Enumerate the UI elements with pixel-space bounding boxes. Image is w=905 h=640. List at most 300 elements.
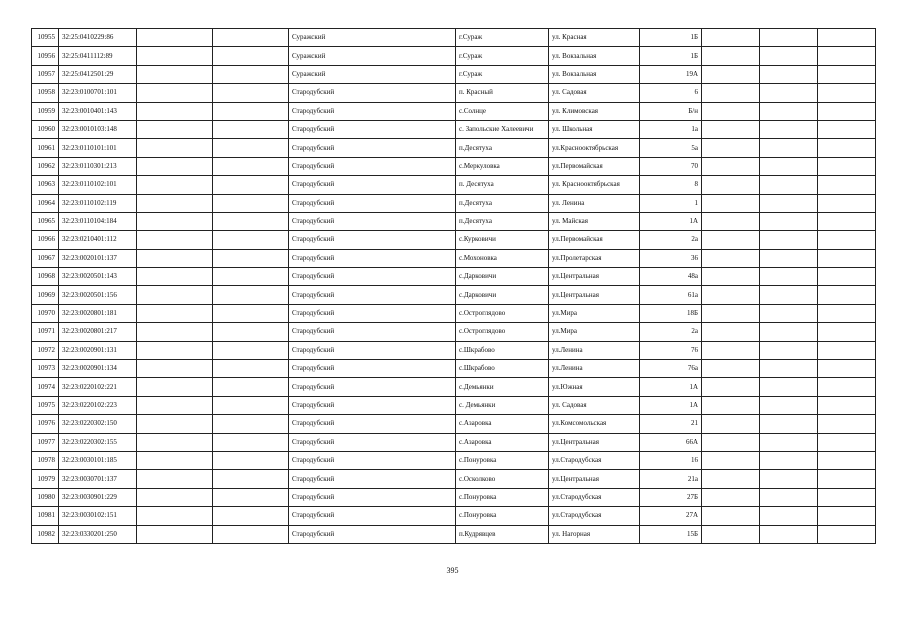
empty-cell — [760, 231, 818, 249]
table-row — [32, 212, 876, 230]
cadastral-number-cell: 32:23:0030101:185 — [59, 451, 137, 469]
cadastral-number-cell: 32:23:0020801:181 — [59, 304, 137, 322]
empty-cell — [213, 157, 289, 175]
empty-cell — [760, 212, 818, 230]
empty-cell — [213, 84, 289, 102]
street-cell: ул. Красноoктябрьская — [549, 176, 640, 194]
house-number-cell: 2а — [640, 323, 702, 341]
street-cell: ул.Стародубская — [549, 488, 640, 506]
district-cell: Суражский — [289, 29, 456, 47]
empty-cell — [213, 212, 289, 230]
empty-cell — [702, 525, 760, 543]
empty-cell — [702, 249, 760, 267]
empty-cell — [760, 29, 818, 47]
street-cell: ул.Центральная — [549, 433, 640, 451]
cadastral-number-cell: 32:23:0220302:150 — [59, 415, 137, 433]
street-cell: ул. Красная — [549, 29, 640, 47]
empty-cell — [213, 488, 289, 506]
empty-cell — [213, 176, 289, 194]
empty-cell — [702, 341, 760, 359]
street-cell: ул.Стародубская — [549, 507, 640, 525]
empty-cell — [818, 212, 876, 230]
empty-cell — [760, 304, 818, 322]
locality-cell: с.Шкрабово — [456, 341, 549, 359]
empty-cell — [213, 65, 289, 83]
street-cell: ул.Первомайская — [549, 231, 640, 249]
street-cell: ул.Ленина — [549, 360, 640, 378]
district-cell: Стародубский — [289, 525, 456, 543]
empty-cell — [137, 102, 213, 120]
row-number-cell: 10965 — [32, 212, 59, 230]
house-number-cell: 2а — [640, 231, 702, 249]
cadastral-number-cell: 32:23:0030102:151 — [59, 507, 137, 525]
empty-cell — [702, 176, 760, 194]
empty-cell — [137, 488, 213, 506]
empty-cell — [818, 47, 876, 65]
empty-cell — [818, 102, 876, 120]
row-number-cell: 10962 — [32, 157, 59, 175]
empty-cell — [137, 507, 213, 525]
house-number-cell: 21 — [640, 415, 702, 433]
row-number-cell: 10958 — [32, 84, 59, 102]
locality-cell: с.Остроглядово — [456, 304, 549, 322]
house-number-cell: 70 — [640, 157, 702, 175]
empty-cell — [818, 415, 876, 433]
cadastral-number-cell: 32:23:0020101:137 — [59, 249, 137, 267]
empty-cell — [702, 360, 760, 378]
locality-cell: с.Азаровка — [456, 415, 549, 433]
empty-cell — [702, 139, 760, 157]
empty-cell — [760, 84, 818, 102]
district-cell: Стародубский — [289, 415, 456, 433]
registry-table — [31, 28, 876, 544]
cadastral-number-cell: 32:23:0110101:101 — [59, 139, 137, 157]
table-row — [32, 360, 876, 378]
district-cell: Стародубский — [289, 249, 456, 267]
locality-cell: с.Остроглядово — [456, 323, 549, 341]
house-number-cell: 48а — [640, 268, 702, 286]
empty-cell — [702, 323, 760, 341]
street-cell: ул. Вокзальная — [549, 65, 640, 83]
row-number-cell: 10973 — [32, 360, 59, 378]
empty-cell — [818, 451, 876, 469]
cadastral-number-cell: 32:23:0020901:131 — [59, 341, 137, 359]
empty-cell — [760, 488, 818, 506]
table-row — [32, 304, 876, 322]
empty-cell — [213, 415, 289, 433]
locality-cell: г.Сураж — [456, 65, 549, 83]
registry-table-body — [32, 29, 876, 544]
locality-cell: с.Осколково — [456, 470, 549, 488]
table-row — [32, 84, 876, 102]
locality-cell: п. Десятуха — [456, 176, 549, 194]
district-cell: Стародубский — [289, 139, 456, 157]
district-cell: Стародубский — [289, 84, 456, 102]
empty-cell — [137, 360, 213, 378]
locality-cell: с.Дарковичи — [456, 268, 549, 286]
empty-cell — [760, 378, 818, 396]
page-number: 395 — [446, 566, 459, 575]
street-cell: ул.Мира — [549, 323, 640, 341]
district-cell: Стародубский — [289, 507, 456, 525]
row-number-cell: 10980 — [32, 488, 59, 506]
cadastral-number-cell: 32:23:0030701:137 — [59, 470, 137, 488]
empty-cell — [137, 176, 213, 194]
empty-cell — [213, 507, 289, 525]
street-cell: ул.Стародубская — [549, 451, 640, 469]
row-number-cell: 10966 — [32, 231, 59, 249]
empty-cell — [818, 157, 876, 175]
empty-cell — [213, 341, 289, 359]
locality-cell: г.Сураж — [456, 29, 549, 47]
empty-cell — [137, 304, 213, 322]
street-cell: ул. Ленина — [549, 194, 640, 212]
cadastral-number-cell: 32:23:0100701:101 — [59, 84, 137, 102]
row-number-cell: 10970 — [32, 304, 59, 322]
house-number-cell: 19А — [640, 65, 702, 83]
empty-cell — [818, 323, 876, 341]
empty-cell — [702, 29, 760, 47]
house-number-cell: 1Б — [640, 47, 702, 65]
empty-cell — [818, 84, 876, 102]
table-row — [32, 268, 876, 286]
empty-cell — [137, 231, 213, 249]
empty-cell — [818, 304, 876, 322]
empty-cell — [760, 286, 818, 304]
district-cell: Стародубский — [289, 231, 456, 249]
empty-cell — [702, 488, 760, 506]
empty-cell — [760, 433, 818, 451]
street-cell: ул.Центральная — [549, 470, 640, 488]
empty-cell — [760, 341, 818, 359]
cadastral-number-cell: 32:23:0110301:213 — [59, 157, 137, 175]
locality-cell: с. Демьянки — [456, 396, 549, 414]
cadastral-number-cell: 32:23:0220302:155 — [59, 433, 137, 451]
empty-cell — [213, 120, 289, 138]
empty-cell — [137, 120, 213, 138]
locality-cell: с.Меркуловка — [456, 157, 549, 175]
cadastral-number-cell: 32:23:0220102:223 — [59, 396, 137, 414]
district-cell: Стародубский — [289, 323, 456, 341]
locality-cell: с.Дарковичи — [456, 286, 549, 304]
locality-cell: с. Запольские Халеевичи — [456, 120, 549, 138]
empty-cell — [213, 525, 289, 543]
table-row — [32, 47, 876, 65]
empty-cell — [137, 139, 213, 157]
empty-cell — [702, 47, 760, 65]
cadastral-number-cell: 32:25:0411112:89 — [59, 47, 137, 65]
district-cell: Стародубский — [289, 470, 456, 488]
empty-cell — [760, 120, 818, 138]
table-row — [32, 451, 876, 469]
empty-cell — [137, 341, 213, 359]
house-number-cell: Б/н — [640, 102, 702, 120]
house-number-cell: 21а — [640, 470, 702, 488]
table-row — [32, 415, 876, 433]
empty-cell — [818, 249, 876, 267]
district-cell: Стародубский — [289, 212, 456, 230]
row-number-cell: 10978 — [32, 451, 59, 469]
locality-cell: с.Азаровка — [456, 433, 549, 451]
district-cell: Стародубский — [289, 360, 456, 378]
house-number-cell: 36 — [640, 249, 702, 267]
table-row — [32, 396, 876, 414]
empty-cell — [760, 415, 818, 433]
row-number-cell: 10971 — [32, 323, 59, 341]
locality-cell: п.Десятуха — [456, 139, 549, 157]
cadastral-number-cell: 32:23:0020501:143 — [59, 268, 137, 286]
row-number-cell: 10981 — [32, 507, 59, 525]
cadastral-number-cell: 32:23:0220102:221 — [59, 378, 137, 396]
locality-cell: с.Курковичи — [456, 231, 549, 249]
row-number-cell: 10967 — [32, 249, 59, 267]
cadastral-number-cell: 32:23:0030901:229 — [59, 488, 137, 506]
empty-cell — [760, 360, 818, 378]
empty-cell — [137, 470, 213, 488]
empty-cell — [213, 47, 289, 65]
empty-cell — [137, 268, 213, 286]
empty-cell — [818, 120, 876, 138]
empty-cell — [213, 231, 289, 249]
house-number-cell: 16 — [640, 451, 702, 469]
table-row — [32, 470, 876, 488]
empty-cell — [702, 507, 760, 525]
house-number-cell: 1А — [640, 212, 702, 230]
table-row — [32, 139, 876, 157]
empty-cell — [702, 470, 760, 488]
table-row — [32, 102, 876, 120]
table-row — [32, 341, 876, 359]
row-number-cell: 10975 — [32, 396, 59, 414]
empty-cell — [760, 396, 818, 414]
street-cell: ул. Школьная — [549, 120, 640, 138]
empty-cell — [213, 139, 289, 157]
empty-cell — [760, 47, 818, 65]
row-number-cell: 10955 — [32, 29, 59, 47]
street-cell: ул. Климовская — [549, 102, 640, 120]
cadastral-number-cell: 32:23:0020901:134 — [59, 360, 137, 378]
street-cell: ул.Комсомольская — [549, 415, 640, 433]
district-cell: Стародубский — [289, 286, 456, 304]
empty-cell — [702, 396, 760, 414]
table-row — [32, 65, 876, 83]
empty-cell — [760, 65, 818, 83]
locality-cell: с.Солнце — [456, 102, 549, 120]
empty-cell — [760, 194, 818, 212]
empty-cell — [760, 525, 818, 543]
empty-cell — [702, 268, 760, 286]
cadastral-number-cell: 32:23:0010401:143 — [59, 102, 137, 120]
empty-cell — [818, 488, 876, 506]
table-row — [32, 231, 876, 249]
house-number-cell: 66А — [640, 433, 702, 451]
street-cell: ул.Центральная — [549, 268, 640, 286]
locality-cell: с.Понуровка — [456, 507, 549, 525]
locality-cell: с.Демьянки — [456, 378, 549, 396]
district-cell: Стародубский — [289, 378, 456, 396]
street-cell: ул.Пролетарская — [549, 249, 640, 267]
empty-cell — [702, 433, 760, 451]
street-cell: ул.Первомайская — [549, 157, 640, 175]
empty-cell — [137, 249, 213, 267]
row-number-cell: 10963 — [32, 176, 59, 194]
table-row — [32, 433, 876, 451]
house-number-cell: 76а — [640, 360, 702, 378]
empty-cell — [137, 396, 213, 414]
empty-cell — [702, 304, 760, 322]
cadastral-number-cell: 32:23:0110102:119 — [59, 194, 137, 212]
street-cell: ул.Мира — [549, 304, 640, 322]
empty-cell — [137, 323, 213, 341]
house-number-cell: 1А — [640, 378, 702, 396]
row-number-cell: 10979 — [32, 470, 59, 488]
empty-cell — [137, 525, 213, 543]
empty-cell — [818, 231, 876, 249]
empty-cell — [818, 360, 876, 378]
empty-cell — [137, 378, 213, 396]
house-number-cell: 1 — [640, 194, 702, 212]
empty-cell — [702, 378, 760, 396]
empty-cell — [702, 415, 760, 433]
district-cell: Стародубский — [289, 176, 456, 194]
house-number-cell: 27Б — [640, 488, 702, 506]
locality-cell: п. Красный — [456, 84, 549, 102]
empty-cell — [818, 433, 876, 451]
house-number-cell: 1Б — [640, 29, 702, 47]
empty-cell — [137, 451, 213, 469]
cadastral-number-cell: 32:23:0020501:156 — [59, 286, 137, 304]
district-cell: Стародубский — [289, 488, 456, 506]
cadastral-number-cell: 32:23:0210401:112 — [59, 231, 137, 249]
empty-cell — [137, 47, 213, 65]
cadastral-number-cell: 32:23:0110102:101 — [59, 176, 137, 194]
locality-cell: г.Сураж — [456, 47, 549, 65]
row-number-cell: 10957 — [32, 65, 59, 83]
house-number-cell: 18Б — [640, 304, 702, 322]
empty-cell — [760, 507, 818, 525]
empty-cell — [818, 286, 876, 304]
locality-cell: п.Кудрявцев — [456, 525, 549, 543]
house-number-cell: 27А — [640, 507, 702, 525]
locality-cell: с.Шкрабово — [456, 360, 549, 378]
empty-cell — [818, 194, 876, 212]
empty-cell — [760, 176, 818, 194]
district-cell: Стародубский — [289, 341, 456, 359]
empty-cell — [137, 433, 213, 451]
empty-cell — [213, 249, 289, 267]
empty-cell — [760, 323, 818, 341]
table-row — [32, 194, 876, 212]
house-number-cell: 61а — [640, 286, 702, 304]
empty-cell — [818, 29, 876, 47]
empty-cell — [760, 268, 818, 286]
empty-cell — [213, 102, 289, 120]
district-cell: Стародубский — [289, 157, 456, 175]
locality-cell: с.Понуровка — [456, 451, 549, 469]
street-cell: ул. Садовая — [549, 84, 640, 102]
cadastral-number-cell: 32:23:0330201:250 — [59, 525, 137, 543]
empty-cell — [818, 176, 876, 194]
house-number-cell: 5а — [640, 139, 702, 157]
row-number-cell: 10976 — [32, 415, 59, 433]
street-cell: ул.Красноoктябрьская — [549, 139, 640, 157]
cadastral-number-cell: 32:23:0020801:217 — [59, 323, 137, 341]
street-cell: ул.Южная — [549, 378, 640, 396]
empty-cell — [213, 304, 289, 322]
empty-cell — [213, 29, 289, 47]
empty-cell — [137, 415, 213, 433]
district-cell: Стародубский — [289, 433, 456, 451]
district-cell: Суражский — [289, 65, 456, 83]
empty-cell — [213, 286, 289, 304]
empty-cell — [137, 157, 213, 175]
row-number-cell: 10968 — [32, 268, 59, 286]
cadastral-number-cell: 32:23:0110104:184 — [59, 212, 137, 230]
empty-cell — [213, 323, 289, 341]
district-cell: Стародубский — [289, 268, 456, 286]
cadastral-number-cell: 32:25:0410229:86 — [59, 29, 137, 47]
district-cell: Стародубский — [289, 194, 456, 212]
empty-cell — [213, 378, 289, 396]
row-number-cell: 10960 — [32, 120, 59, 138]
empty-cell — [760, 139, 818, 157]
empty-cell — [213, 268, 289, 286]
empty-cell — [818, 507, 876, 525]
district-cell: Стародубский — [289, 120, 456, 138]
empty-cell — [137, 286, 213, 304]
row-number-cell: 10959 — [32, 102, 59, 120]
table-row — [32, 157, 876, 175]
empty-cell — [702, 84, 760, 102]
cadastral-number-cell: 32:25:0412501:29 — [59, 65, 137, 83]
table-row — [32, 176, 876, 194]
district-cell: Стародубский — [289, 451, 456, 469]
empty-cell — [760, 470, 818, 488]
table-row — [32, 286, 876, 304]
empty-cell — [818, 341, 876, 359]
empty-cell — [137, 84, 213, 102]
street-cell: ул. Нагорная — [549, 525, 640, 543]
row-number-cell: 10961 — [32, 139, 59, 157]
cadastral-number-cell: 32:23:0010103:148 — [59, 120, 137, 138]
empty-cell — [818, 378, 876, 396]
table-row — [32, 507, 876, 525]
empty-cell — [213, 396, 289, 414]
empty-cell — [702, 194, 760, 212]
house-number-cell: 15Б — [640, 525, 702, 543]
empty-cell — [213, 433, 289, 451]
empty-cell — [760, 102, 818, 120]
table-row — [32, 488, 876, 506]
table-row — [32, 29, 876, 47]
district-cell: Стародубский — [289, 304, 456, 322]
empty-cell — [818, 525, 876, 543]
empty-cell — [702, 65, 760, 83]
empty-cell — [702, 102, 760, 120]
table-row — [32, 525, 876, 543]
empty-cell — [760, 157, 818, 175]
empty-cell — [818, 470, 876, 488]
house-number-cell: 1А — [640, 396, 702, 414]
empty-cell — [137, 65, 213, 83]
locality-cell: с.Понуровка — [456, 488, 549, 506]
empty-cell — [760, 249, 818, 267]
locality-cell: п.Десятуха — [456, 212, 549, 230]
row-number-cell: 10972 — [32, 341, 59, 359]
empty-cell — [760, 451, 818, 469]
empty-cell — [702, 212, 760, 230]
empty-cell — [137, 29, 213, 47]
